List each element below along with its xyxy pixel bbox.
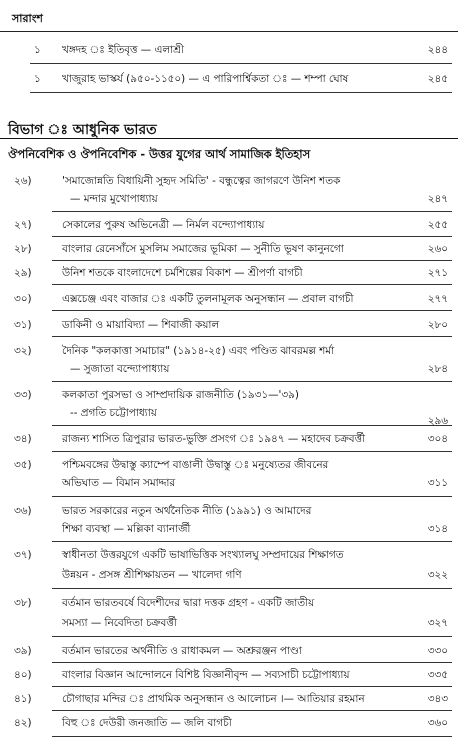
entry-title: বর্তমান ভারতের অর্থনীতি ও রাধাকমল — অশ্রুরঞ্জন পাণ্ডা xyxy=(62,645,302,657)
entry-rule xyxy=(30,63,452,64)
entry-title: রাজন্য শাসিত ত্রিপুরার ভারত-ভুক্তি প্রসংগ ঃ ১৯৪৭ — মহাদেব চক্রবর্ত্তী xyxy=(62,433,365,445)
entry-number: ৪১) xyxy=(14,693,32,705)
entry-page: ২৭১ xyxy=(427,267,448,279)
entry-rule xyxy=(52,541,452,542)
entry-rule xyxy=(52,336,452,337)
entry-title: খাজুরাহ ভাস্কর্য (৯৫০-১১৫০) — এ পারিপার্শ্বিকতা ঃ — শম্পা ঘোষ xyxy=(62,73,349,85)
entry-rule xyxy=(52,284,452,285)
entry-title: চৌগাছার মন্দির ঃ প্রাথমিক অনুসন্ধান ও আলোচন ।— আতিয়ার রহমান xyxy=(62,693,365,705)
entry-title: 'সমাজোন্নতি বিধায়িনী সুহৃদ সমিতি' - বন্ধুত্বের জাগরণে উনিশ শতক xyxy=(62,175,341,187)
entry-number: ২৮) xyxy=(14,243,32,255)
entry-number: ২৬) xyxy=(14,175,32,187)
entry-rule xyxy=(52,710,452,711)
entry-number: ৩৫) xyxy=(14,459,32,471)
entry-number: ৪২) xyxy=(14,717,32,729)
entry-number: ৩৮) xyxy=(14,597,32,609)
entry-page: ২৯৬ xyxy=(427,415,448,427)
entry-page: ২৮৪ xyxy=(427,363,448,375)
entry-number: ১ xyxy=(34,73,41,85)
entry-title-cont: -- প্রগতি চট্টোপাধ্যায় xyxy=(70,407,157,419)
entry-rule xyxy=(30,92,452,93)
entry-page: ৩৬০ xyxy=(427,717,448,729)
entry-rule xyxy=(52,496,452,497)
entry-page: ২৪৫ xyxy=(427,73,448,85)
entry-rule xyxy=(52,236,452,237)
entry-page: ২৫৫ xyxy=(427,219,448,231)
entry-title: খঙ্গদহ ঃ ইতিবৃত্ত — এলাশ্রী xyxy=(62,44,184,56)
entry-page: ২৬০ xyxy=(427,243,448,255)
entry-title: বাংলার রেনেসাঁসে মুসলিম সমাজের ভূমিকা — সুনীতি ভূষণ কানুনগো xyxy=(62,243,344,255)
entry-number: ৩৯) xyxy=(14,645,32,657)
entry-title-cont: — মন্দার মুখোপাধ্যায় xyxy=(70,193,158,205)
entry-number: ৩৭) xyxy=(14,549,32,561)
entry-title: স্বাধীনতা উত্তরযুগে একটি ভাষাভিত্তিক সংখ্যালঘু সম্প্রদায়ের শিক্ষাগত xyxy=(62,549,344,561)
entry-rule xyxy=(52,736,452,737)
entry-title: উনিশ শতকে বাংলাদেশে চর্মশিল্পের বিকাশ — শ্রীপর্ণা বাগচী xyxy=(62,267,303,279)
entry-rule xyxy=(52,588,452,589)
entry-rule xyxy=(52,310,452,311)
entry-page: ৩৩৫ xyxy=(427,669,448,681)
entry-number: ১ xyxy=(34,44,41,56)
entry-title: এক্সচেঞ্জ এবং বাজার ঃ একটি তুলনামূলক অনুসন্ধান — প্রবাল বাগচী xyxy=(62,293,354,305)
entry-number: ৩৩) xyxy=(14,389,32,401)
entry-rule xyxy=(52,425,452,426)
entry-title: বর্তমান ভারতবর্ষে বিদেশীদের দ্বারা দত্তক গ্রহণ - একটি জাতীয় xyxy=(62,597,315,609)
entry-title: বাংলার বিজ্ঞান আন্দোলনে বিশিষ্ট বিজ্ঞানীবৃন্দ — সব্যসাচী চট্টোপাধ্যায় xyxy=(62,669,350,681)
entry-number: ৪০) xyxy=(14,669,32,681)
entry-page: ৩০৪ xyxy=(427,433,448,445)
entry-rule xyxy=(52,260,452,261)
entry-title-cont: — সুজাতা বন্দ্যোপাধ্যায় xyxy=(70,363,170,375)
entry-title-cont: শিক্ষা ব্যবস্থা — মল্লিকা ব্যানার্জী xyxy=(62,523,191,535)
section-rule xyxy=(0,138,458,139)
entry-number: ৩৬) xyxy=(14,505,32,517)
entry-page: ২৭৭ xyxy=(427,293,448,305)
entry-title: দৈনিক "কলকাত্তা সমাচার" (১৯১৪-২৫) এবং পণ্ডিত ঝাবরমল্ল শর্মা xyxy=(62,345,335,357)
entry-number: ৩১) xyxy=(14,319,32,331)
entry-page: ৩১৪ xyxy=(427,523,448,535)
entry-title-cont: উন্নয়ন - প্রসঙ্গ শ্রীশিক্ষায়তন — খালেদা গণি xyxy=(62,569,242,581)
entry-page: ২৪৪ xyxy=(427,44,448,56)
entry-page: ৩২৭ xyxy=(427,617,448,629)
entry-number: ৩৪) xyxy=(14,433,32,445)
entry-page: ৩১১ xyxy=(427,477,448,489)
entry-number: ২৭) xyxy=(14,219,32,231)
entry-title: সেকালের পুরুষ অভিনেত্রী — নির্মল বন্দ্যোপাধ্যায় xyxy=(62,219,265,231)
section-subtitle: ঔপনিবেশিক ও ঔপনিবেশিক - উত্তর যুগের আর্থ সামাজিক ইতিহাস xyxy=(8,147,311,161)
running-head: সারাংশ xyxy=(12,12,43,25)
entry-page: ৩৩০ xyxy=(427,645,448,657)
entry-rule xyxy=(52,636,452,637)
entry-page: ২৮০ xyxy=(427,319,448,331)
header-rule xyxy=(0,31,458,32)
entry-title: কলকাতা পুরসভা ও সাম্প্রদায়িক রাজনীতি (১৯৩১—'৩৯) xyxy=(62,389,299,401)
entry-rule xyxy=(52,662,452,663)
entry-page: ৩২২ xyxy=(427,569,448,581)
entry-number: ৩২) xyxy=(14,345,32,357)
entry-rule xyxy=(52,381,452,382)
entry-title-cont: অভিঘাত — বিমান সমাদ্দার xyxy=(62,477,176,489)
entry-rule xyxy=(52,686,452,687)
entry-title: ডাকিনী ও মায়াবিদ্যা — শিবাজী কয়াল xyxy=(62,319,220,331)
entry-number: ৩০) xyxy=(14,293,32,305)
entry-number: ২৯) xyxy=(14,267,32,279)
entry-title: বিহু ঃ দেউরী জনজাতি — জলি বাগচী xyxy=(62,717,232,729)
entry-page: ২৪৭ xyxy=(427,193,448,205)
entry-title: ভারত সরকারের নতুন অর্থনৈতিক নীতি (১৯৯১) ও আমাদের xyxy=(62,505,312,517)
entry-title: পশ্চিমবঙ্গের উদ্বাস্তু ক্যাম্পে বাঙালী উদ্বাস্তু ঃ মনুষ্যেতর জীবনের xyxy=(62,459,329,471)
entry-rule xyxy=(52,211,452,212)
entry-page: ৩৪৩ xyxy=(427,693,448,705)
entry-rule xyxy=(52,451,452,452)
section-title: বিভাগ ঃ আধুনিক ভারত xyxy=(8,122,157,138)
entry-title-cont: সমস্যা — নিবেদিতা চক্রবর্ত্তী xyxy=(62,617,177,629)
